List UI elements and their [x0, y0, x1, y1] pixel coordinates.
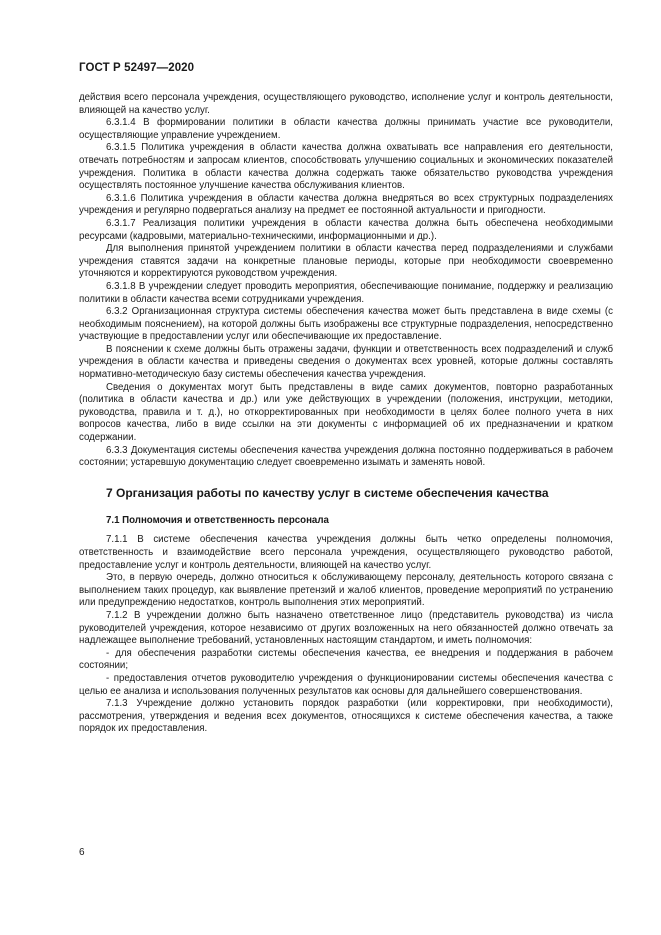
paragraph-6-3-1-6: 6.3.1.6 Политика учреждения в области качества должна внедряться во всех структурных подразделениях учреждения и регулярно подвергаться анализу на предмет ее постоянной актуальности и пригодности. — [79, 192, 613, 217]
paragraph-continuation: действия всего персонала учреждения, осуществляющего руководство, исполнение услуг и контроль деятельности, влияющей на качество услуг. — [79, 92, 613, 116]
standard-header: ГОСТ Р 52497—2020 — [79, 62, 195, 74]
document-body — [79, 92, 613, 736]
paragraph-6-3-3: 6.3.3 Документация системы обеспечения качества учреждения должна постоянно поддерживаться в рабочем состоянии; устаревшую документацию следует своевременно изымать и заменять новой. — [79, 444, 613, 469]
list-item-reports: - предоставления отчетов руководителю учреждения о функционировании системы обеспечения качества с целью ее анализа и использования полученных результатов как основы для дальнейшего совершенствования. — [79, 672, 613, 697]
paragraph-6-3-1-4: 6.3.1.4 В формировании политики в области качества должны принимать участие все руководители, осуществляющие управление учреждением. — [79, 117, 613, 141]
paragraph-7-1-1: 7.1.1 В системе обеспечения качества учреждения должны быть четко определены полномочия, ответственность и взаимодействие всего персонала учреждения, осуществляющего руководство работой, предоставление услуг и контроль деятельности, влияющей на качество услуг. — [79, 534, 613, 571]
paragraph-tasks: Для выполнения принятой учреждением политики в области качества перед подразделениями и службами учреждения ставятся задачи на конкретные плановые периоды, которые при необходимости своевременно уточняются и корректируются руководством учреждения. — [79, 243, 613, 280]
paragraph-7-1-2: 7.1.2 В учреждении должно быть назначено ответственное лицо (представитель руководства) из числа руководителей учреждения, которое независимо от других возложенных на него обязанностей должно отвечать за надлежащее выполнение требований, установленных настоящим стандартом, и иметь полномочия: — [79, 609, 613, 647]
paragraph-6-3-2: 6.3.2 Организационная структура системы обеспечения качества может быть представлена в виде схемы (с необходимым пояснением), на которой должны быть изображены все структурные подразделения, непосредственно участвующие в предоставлении услуг или обеспечивающие их предоставление. — [79, 306, 613, 343]
list-item-development: - для обеспечения разработки системы обеспечения качества, ее внедрения и поддержания в рабочем состоянии; — [79, 647, 613, 672]
paragraph-6-3-1-7: 6.3.1.7 Реализация политики учреждения в области качества должна быть обеспечена необходимыми ресурсами (кадровыми, материально-техническими, информационными и др.). — [79, 217, 613, 242]
page-number: 6 — [79, 847, 85, 858]
paragraph-6-3-1-8: 6.3.1.8 В учреждении следует проводить мероприятия, обеспечивающие понимание, поддержку и реализацию политики в области качества всеми сотрудниками учреждения. — [79, 280, 613, 305]
paragraph-7-1-3: 7.1.3 Учреждение должно установить порядок разработки (или корректировки, при необходимости), рассмотрения, утверждения и ведения всех документов, относящихся к системе обеспечения качества, а также порядок их предоставления. — [79, 698, 613, 735]
section-title: 7 Организация работы по качеству услуг в системе обеспечения качества — [106, 485, 549, 500]
paragraph-service-staff: Это, в первую очередь, должно относиться к обслуживающему персоналу, деятельность которого связана с выполнением таких процедур, как выявление претензий и жалоб клиентов, проведение мероприятий по устранению или предупреждению недостатков, контроль выполнения этих мероприятий. — [79, 572, 613, 609]
subsection-title: 7.1 Полномочия и ответственность персонала — [106, 514, 329, 526]
paragraph-6-3-1-5: 6.3.1.5 Политика учреждения в области качества должна охватывать все направления его деятельности, отвечать потребностям и запросам клиентов, способствовать улучшению социальных и экономических показателей учреждения. Политика в области качества должна содержать также обязательство руководства учреждения осуществлять постоянное улучшение качества обслуживания клиентов. — [79, 142, 613, 192]
paragraph-documents-info: Сведения о документах могут быть представлены в виде самих документов, повторно разработанных (политика в области качества и др.) или уже действующих в учреждении (положения, инструкции, методики, руководства, правила и т. д.), но откорректированных при необходимости в целях более полного учета в них вопросов качества, либо в виде ссылки на эти документы с информацией об их предназначении и кратком содержании. — [79, 381, 613, 444]
paragraph-scheme-explanation: В пояснении к схеме должны быть отражены задачи, функции и ответственность всех подразделений и служб учреждения в области качества и приведены сведения о документах всех уровней, которые должны составлять нормативно-методическую базу системы обеспечения качества учреждения. — [79, 343, 613, 381]
